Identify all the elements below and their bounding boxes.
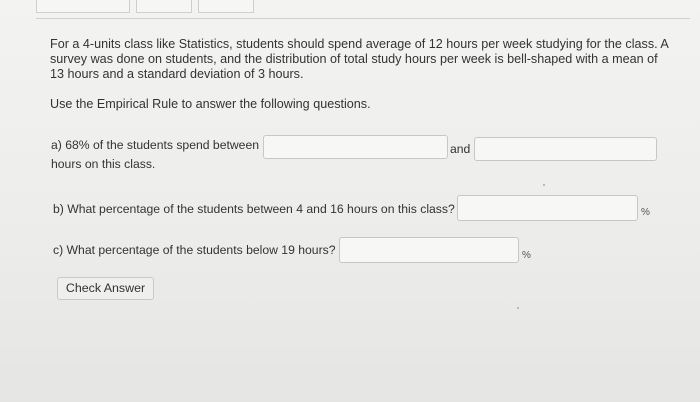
instruction-text: Use the Empirical Rule to answer the following questions.	[50, 97, 371, 111]
screen-speck	[517, 307, 519, 309]
problem-line: survey was done on students, and the distribution of total study hours per week is bell-shaped with a mean of	[50, 52, 658, 66]
screen-speck	[543, 184, 545, 186]
problem-line: 13 hours and a standard deviation of 3 hours.	[50, 67, 304, 81]
question-a-suffix: hours on this class.	[51, 157, 156, 171]
percent-unit: %	[641, 207, 650, 218]
top-tab[interactable]	[198, 0, 254, 13]
percent-unit: %	[522, 250, 531, 261]
question-a-connector: and	[450, 142, 471, 156]
top-tabs	[36, 0, 254, 14]
answer-b-input[interactable]	[457, 195, 638, 221]
problem-statement	[50, 37, 675, 82]
question-a-prefix: a) 68% of the students spend between	[51, 138, 260, 152]
answer-c-input[interactable]	[339, 237, 519, 263]
answer-a-upper-input[interactable]	[474, 137, 657, 161]
question-c-text: c) What percentage of the students below 19 hours?	[53, 243, 336, 257]
top-tab[interactable]	[36, 0, 130, 13]
question-b-text: b) What percentage of the students between 4 and 16 hours on this class?	[53, 202, 455, 216]
answer-a-lower-input[interactable]	[263, 135, 448, 159]
divider	[36, 18, 690, 19]
top-tab[interactable]	[136, 0, 192, 13]
check-answer-button[interactable]: Check Answer	[57, 277, 154, 300]
problem-line: For a 4-units class like Statistics, students should spend average of 12 hours per week studying for the class. A	[50, 37, 669, 51]
